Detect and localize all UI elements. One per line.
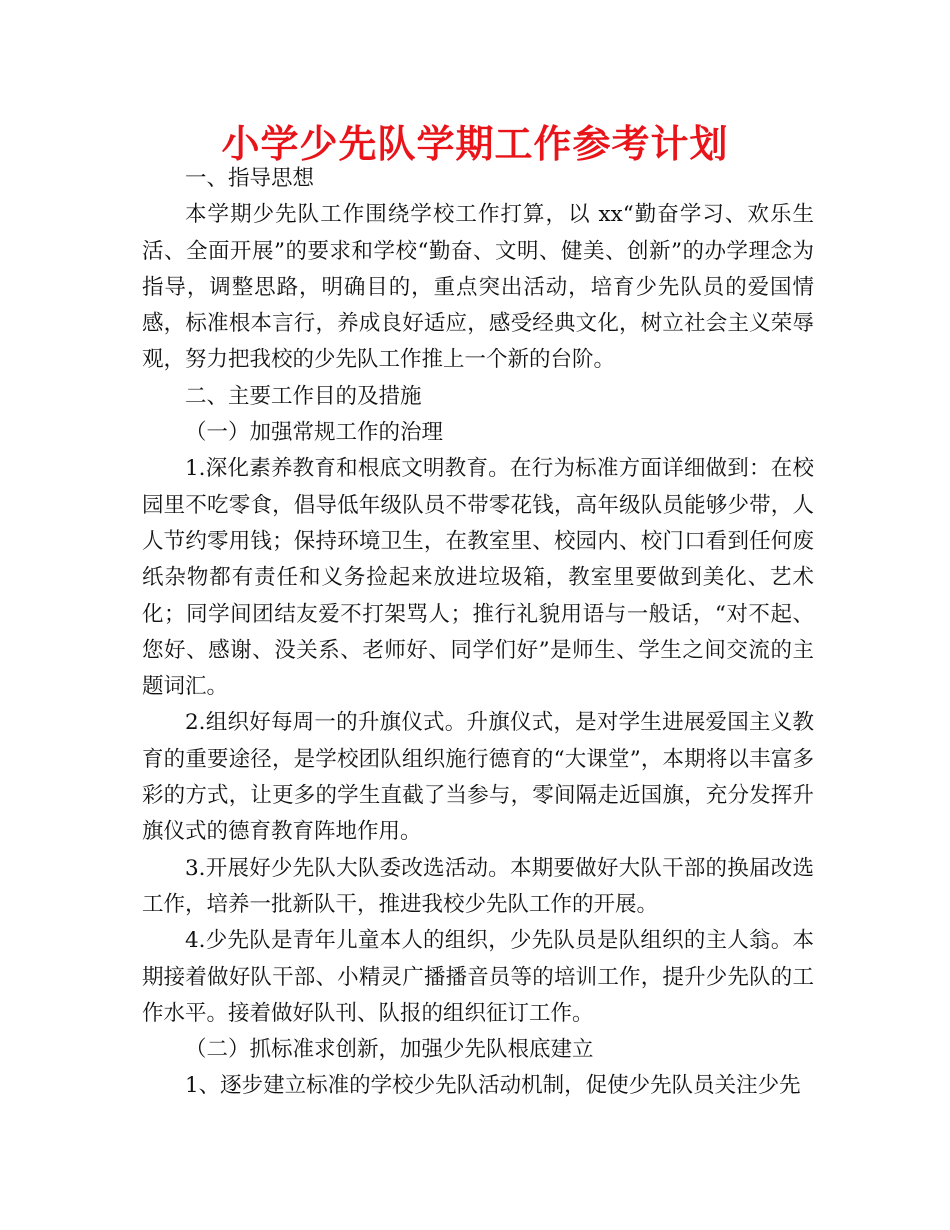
- body-paragraph: 4.少先队是青年儿童本人的组织，少先队员是队组织的主人翁。本期接着做好队干部、小精灵广播播音员等的培训工作，提升少先队的工作水平。接着做好队刊、队报的组织征订工作。: [142, 928, 814, 1026]
- document-body: [142, 161, 814, 1105]
- body-paragraph: 本学期少先队工作围绕学校工作打算，以 xx“勤奋学习、欢乐生活、全面开展”的要求和学校“勤奋、文明、健美、创新”的办学理念为指导，调整思路，明确目的，重点突出活动，培育少先队员的爱国情感，标准根本言行，养成良好适应，感受经典文化，树立社会主义荣辱观，努力把我校的少先队工作推上一个新的台阶。: [142, 202, 814, 373]
- body-paragraph: 1、逐步建立标准的学校少先队活动机制，促使少先队员关注少先: [185, 1073, 801, 1099]
- subsection-heading: （一）加强常规工作的治理: [185, 420, 444, 446]
- body-paragraph: 3.开展好少先队大队委改选活动。本期要做好大队干部的换届改选工作，培养一批新队干，推进我校少先队工作的开展。: [142, 855, 814, 917]
- subsection-heading: （二）抓标准求创新，加强少先队根底建立: [185, 1037, 594, 1063]
- body-paragraph: 1.深化素养教育和根底文明教育。在行为标准方面详细做到：在校园里不吃零食，倡导低年级队员不带零花钱，高年级队员能够少带，人人节约零用钱；保持环境卫生，在教室里、校园内、校门口看到任何废纸杂物都有责任和义务捡起来放进垃圾箱，教室里要做到美化、艺术化；同学间团结友爱不打架骂人；推行礼貌用语与一般话，“对不起、您好、感谢、没关系、老师好、同学们好”是师生、学生之间交流的主题词汇。: [142, 456, 814, 700]
- section-heading: 一、指导思想: [185, 166, 315, 191]
- section-heading: 二、主要工作目的及措施: [185, 383, 422, 409]
- body-paragraph: 2.组织好每周一的升旗仪式。升旗仪式，是对学生进展爱国主义教育的重要途径，是学校团队组织施行德育的“大课堂”，本期将以丰富多彩的方式，让更多的学生直截了当参与，零间隔走近国旗，充分发挥升旗仪式的德育教育阵地作用。: [142, 710, 814, 845]
- document-title: 小学少先队学期工作参考计划: [221, 122, 729, 166]
